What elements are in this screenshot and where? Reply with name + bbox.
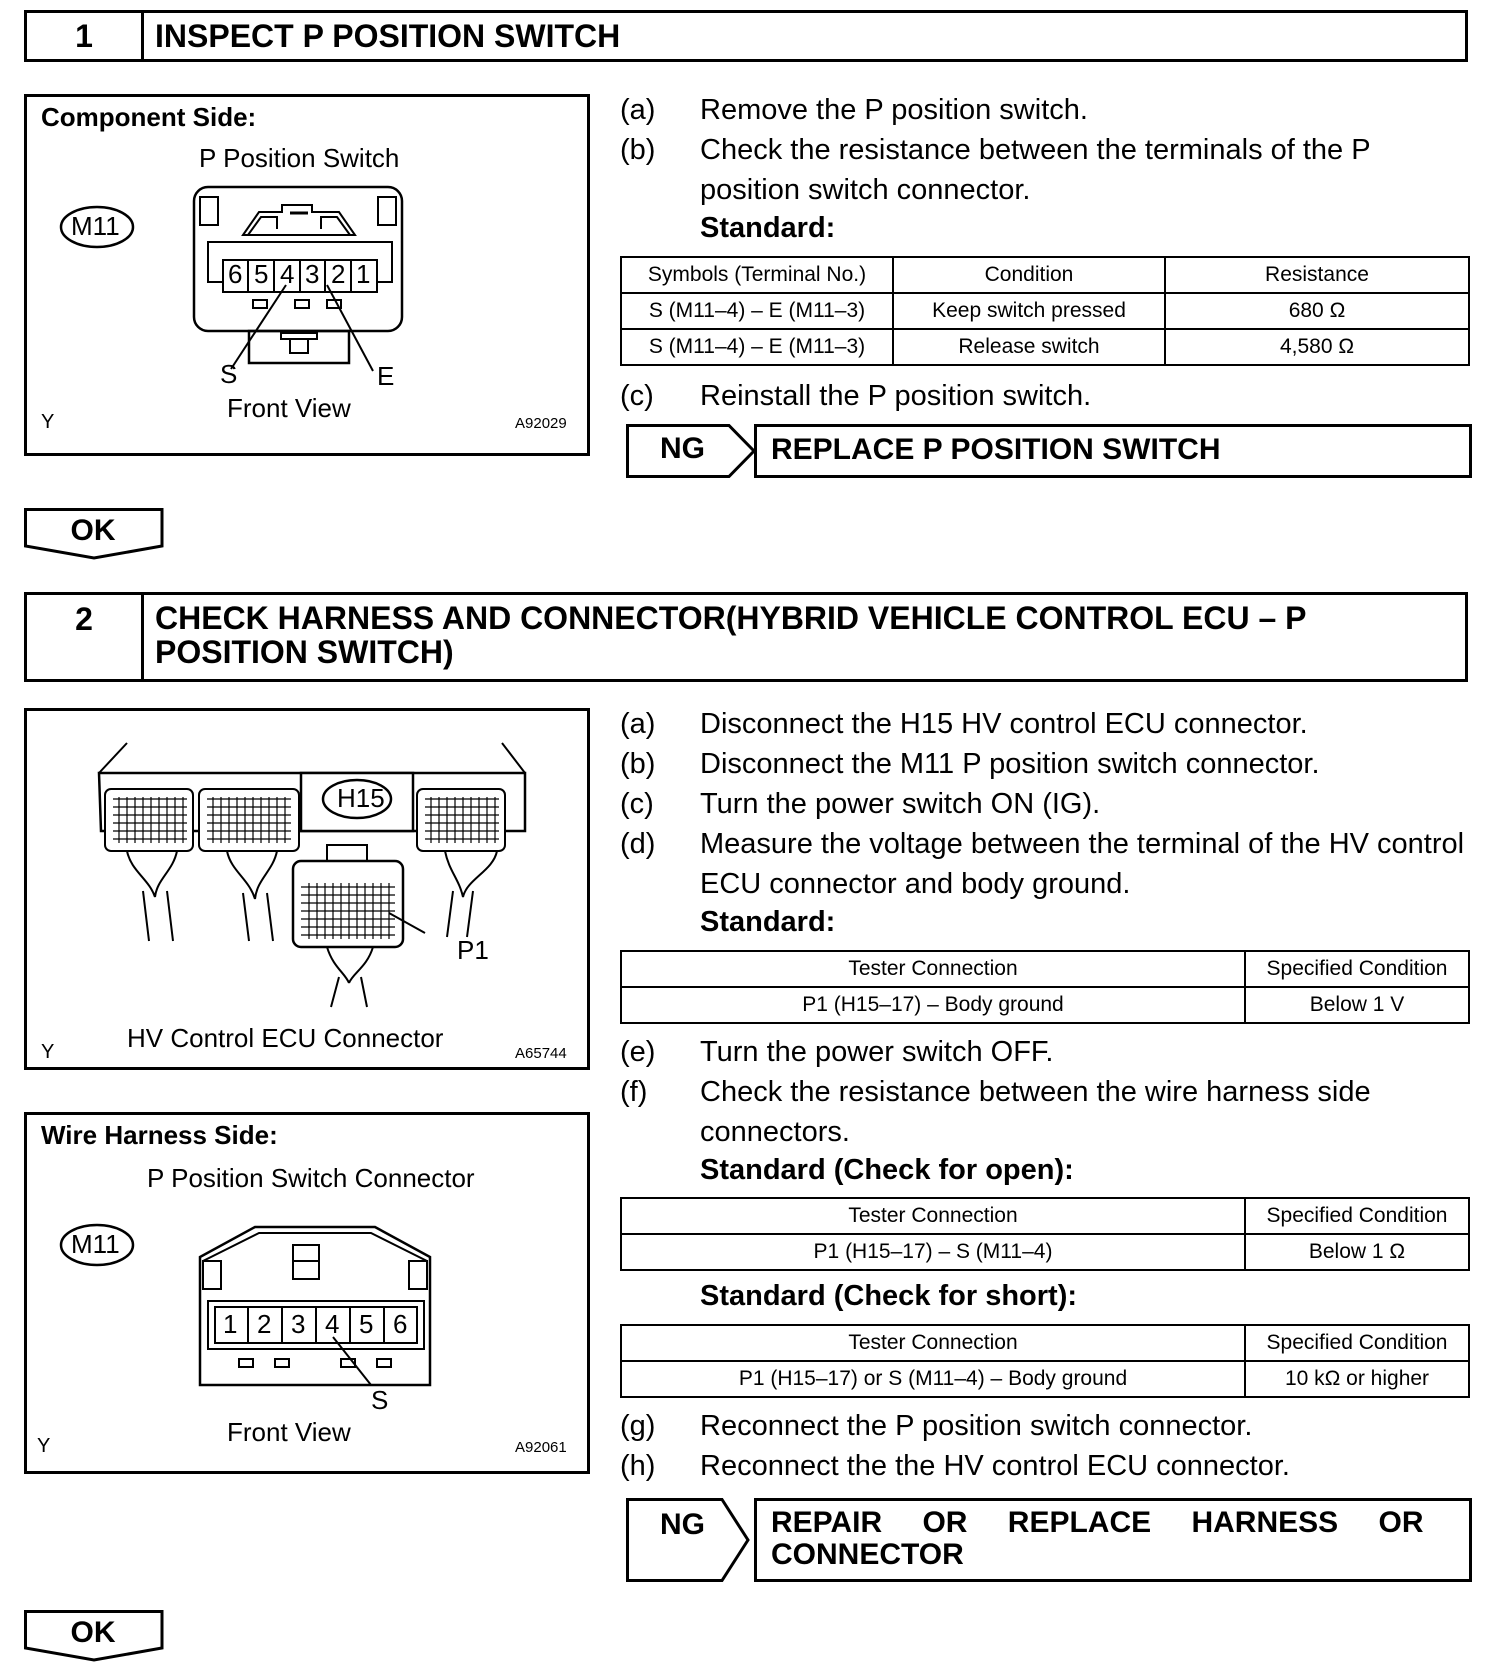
table-header: Specified Condition — [1245, 1198, 1469, 1234]
pin-3: 3 — [305, 259, 320, 289]
table-cell: 4,580 Ω — [1165, 329, 1469, 365]
table-cell: P1 (H15–17) or S (M11–4) – Body ground — [621, 1361, 1245, 1397]
standard-label: Standard: — [700, 212, 836, 244]
figure-title: P Position Switch Connector — [147, 1163, 475, 1193]
instruction-f: (f) Check the resistance between the wire harness side connectors. — [620, 1076, 1371, 1148]
table-cell: 680 Ω — [1165, 293, 1469, 329]
corner-mark: Y — [41, 1041, 55, 1063]
hv-ecu-connector-figure — [24, 708, 590, 1070]
table-header: Condition — [893, 257, 1165, 293]
instruction-h: (h) Reconnect the the HV control ECU connector. — [620, 1450, 1290, 1482]
pin-label: P1 — [457, 935, 489, 965]
step-title: CHECK HARNESS AND CONNECTOR(HYBRID VEHICLE CONTROL ECU – P POSITION SWITCH) — [155, 600, 1306, 670]
ok-label: OK — [70, 1616, 116, 1649]
pin-1: 1 — [356, 259, 371, 289]
standard-short-label: Standard (Check for short): — [700, 1280, 1078, 1312]
ng-action: REPAIR OR REPLACE HARNESS OR CONNECTOR — [754, 1498, 1472, 1582]
table-cell: Release switch — [893, 329, 1165, 365]
corner-mark: Y — [41, 411, 55, 433]
table-cell: 10 kΩ or higher — [1245, 1361, 1469, 1397]
step-number: 2 — [27, 595, 144, 679]
side-label: Component Side: — [41, 102, 257, 132]
view-label: Front View — [227, 393, 351, 423]
pin-1: 1 — [223, 1309, 238, 1339]
instruction-b: (b) Disconnect the M11 P position switch connector. — [620, 748, 1320, 780]
wire-harness-side-figure — [24, 1112, 590, 1474]
table-header: Tester Connection — [621, 1198, 1245, 1234]
ng-label: NG — [660, 1508, 705, 1541]
corner-mark: Y — [37, 1435, 51, 1457]
table-header: Symbols (Terminal No.) — [621, 257, 893, 293]
table-cell: S (M11–4) – E (M11–3) — [621, 329, 893, 365]
standard-label: Standard: — [700, 906, 836, 938]
pin-s-label: S — [220, 359, 238, 389]
ng-branch — [626, 1498, 1472, 1582]
table-header: Resistance — [1165, 257, 1469, 293]
table-cell: Below 1 Ω — [1245, 1234, 1469, 1270]
pin-6: 6 — [393, 1309, 408, 1339]
hv-ecu-connector-diagram — [27, 711, 593, 1073]
pin-2: 2 — [331, 259, 346, 289]
step-1-header — [24, 10, 1468, 62]
ng-branch — [626, 424, 1472, 478]
table-header: Specified Condition — [1245, 951, 1469, 987]
ok-label: OK — [70, 514, 116, 547]
table-header: Tester Connection — [621, 1325, 1245, 1361]
pin-3: 3 — [291, 1309, 306, 1339]
connector-code: M11 — [71, 1229, 120, 1259]
figure-id: A65744 — [515, 1045, 567, 1062]
pin-2: 2 — [257, 1309, 272, 1339]
figure-title: P Position Switch — [199, 143, 400, 173]
open-check-table — [620, 1197, 1470, 1271]
instruction-g: (g) Reconnect the P position switch connector. — [620, 1410, 1253, 1442]
figure-id: A92061 — [515, 1439, 567, 1456]
ok-branch — [24, 1610, 166, 1662]
pin-5: 5 — [254, 259, 269, 289]
instruction-a: (a) Remove the P position switch. — [620, 94, 1088, 126]
step-title: INSPECT P POSITION SWITCH — [155, 18, 621, 54]
standard-open-label: Standard (Check for open): — [700, 1154, 1074, 1186]
pin-6: 6 — [228, 259, 243, 289]
table-cell: S (M11–4) – E (M11–3) — [621, 293, 893, 329]
voltage-table — [620, 950, 1470, 1024]
view-label: Front View — [227, 1417, 351, 1447]
component-side-figure — [24, 94, 590, 456]
figure-id: A92029 — [515, 415, 567, 432]
figure-caption: HV Control ECU Connector — [127, 1023, 444, 1053]
pin-4: 4 — [325, 1309, 340, 1339]
table-header: Tester Connection — [621, 951, 1245, 987]
instruction-c: (c) Reinstall the P position switch. — [620, 380, 1092, 412]
ng-action: REPLACE P POSITION SWITCH — [754, 424, 1472, 478]
instruction-d: (d) Measure the voltage between the terminal of the HV control ECU connector and body ground. — [620, 828, 1465, 900]
resistance-table — [620, 256, 1470, 366]
ok-branch — [24, 508, 166, 560]
pin-5: 5 — [359, 1309, 374, 1339]
table-cell: P1 (H15–17) – Body ground — [621, 987, 1245, 1023]
instruction-b: (b) Check the resistance between the terminals of the P position switch connector. — [620, 134, 1371, 206]
instruction-c: (c) Turn the power switch ON (IG). — [620, 788, 1101, 820]
table-cell: Keep switch pressed — [893, 293, 1165, 329]
connector-code: M11 — [71, 211, 120, 241]
table-cell: P1 (H15–17) – S (M11–4) — [621, 1234, 1245, 1270]
side-label: Wire Harness Side: — [41, 1120, 278, 1150]
short-check-table — [620, 1324, 1470, 1398]
pin-e-label: E — [377, 361, 395, 391]
connector-code: H15 — [337, 783, 385, 813]
instruction-a: (a) Disconnect the H15 HV control ECU connector. — [620, 708, 1308, 740]
step-number: 1 — [27, 13, 144, 59]
pin-4: 4 — [280, 259, 295, 289]
pin-s-label: S — [371, 1385, 389, 1415]
step-2-header — [24, 592, 1468, 682]
table-header: Specified Condition — [1245, 1325, 1469, 1361]
ng-label: NG — [660, 432, 705, 465]
instruction-e: (e) Turn the power switch OFF. — [620, 1036, 1054, 1068]
table-cell: Below 1 V — [1245, 987, 1469, 1023]
